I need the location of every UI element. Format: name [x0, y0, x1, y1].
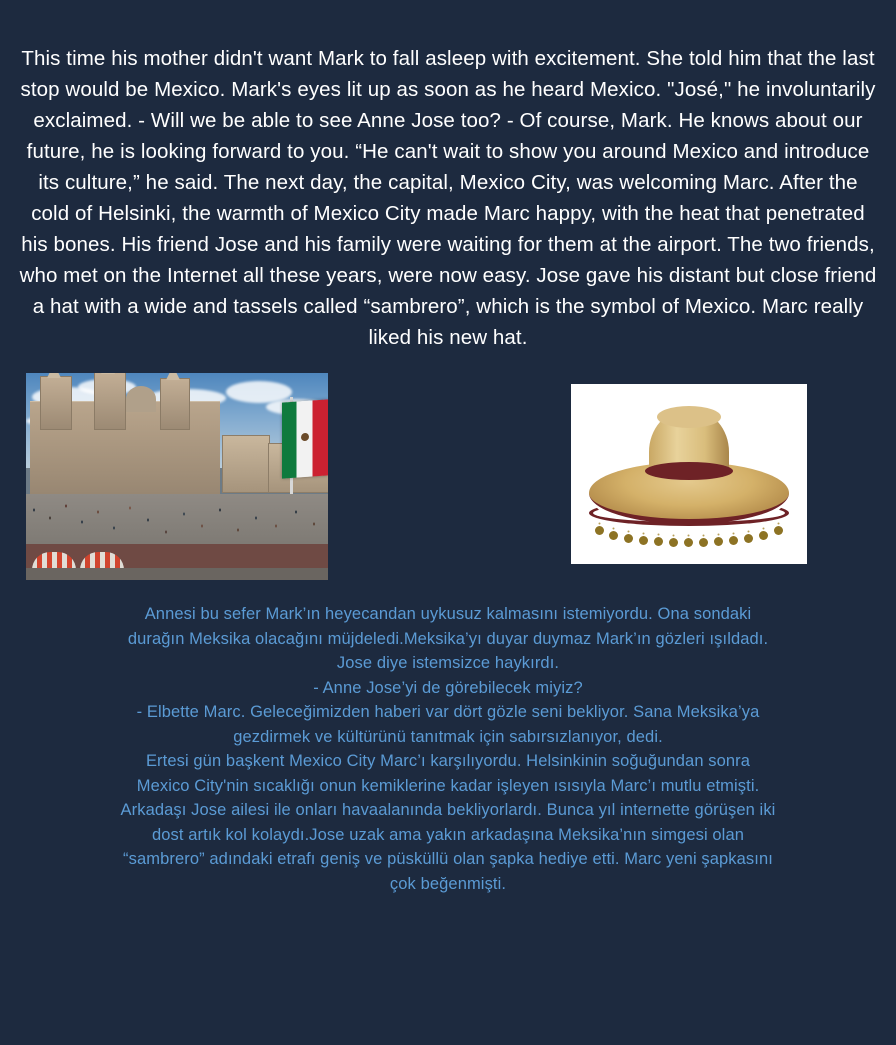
tassel [669, 538, 678, 547]
english-story-paragraph: This time his mother didn't want Mark to fall asleep with excitement. She told him that the last stop would be Mexico. Mark's eyes lit up as soon as he heard Mexico. "José," he involuntarily exclaimed. - Will we be able to see Anne Jose too? - Of course, Mark. He knows about our future, he is looking forward to you. “He can't wait to show you around Mexico and introduce its culture,” he said. The next day, the capital, Mexico City, was welcoming Marc. After the cold of Helsinki, the warmth of Mexico City made Marc happy, with the heat that penetrated his bones. His friend Jose and his family were waiting for them at the airport. The two friends, who met on the Internet all these years, were now easy. Jose gave his distant but close friend a hat with a wide and tassels called “sambrero”, which is the symbol of Mexico. Marc really liked his new hat. [19, 46, 877, 349]
turkish-line: çok beğenmişti. [389, 874, 507, 893]
street-strip [26, 568, 328, 580]
turkish-line: Arkadaşı Jose ailesi ile onları havaalanında bekliyorlardı. Bunca yıl internette görüşen iki [120, 801, 776, 819]
turkish-line: dost artık kol kolaydı.Jose uzak ama yakın arkadaşına Meksika’nın simgesi olan [152, 825, 744, 844]
sombrero-illustration [571, 384, 807, 564]
mexico-city-zocalo-photo [26, 373, 328, 580]
cathedral-tower [40, 376, 72, 430]
turkish-line: - Anne Jose’yi de görebilecek miyiz? [313, 678, 583, 697]
tassel [729, 536, 738, 545]
tassel [714, 537, 723, 546]
turkish-line: Jose diye istemsizce haykırdı. [336, 654, 560, 672]
turkish-line: Ertesi gün başkent Mexico City Marc’ı karşılıyordu. Helsinkinin soğuğundan sonra [145, 752, 751, 770]
cathedral-spire [101, 373, 115, 374]
cathedral-tower [94, 373, 126, 430]
tassel [774, 526, 783, 535]
side-building [222, 435, 270, 493]
tassel [759, 531, 768, 540]
tassel [699, 538, 708, 547]
turkish-line: - Elbette Marc. Geleceğimizden haberi var dört gözle seni bekliyor. Sana Meksika’ya [136, 703, 760, 721]
cathedral-spire [166, 373, 180, 380]
turkish-line: Annesi bu sefer Mark’ın heyecandan uykusuz kalmasını istemiyordu. Ona sondaki [144, 605, 752, 623]
turkish-line: “sambrero” adındaki etrafı geniş ve püsküllü olan şapka hediye etti. Marc yeni şapkasını [123, 850, 773, 868]
tassel [654, 537, 663, 546]
tassel [595, 526, 604, 535]
sombrero-tassels [593, 514, 785, 540]
cathedral-dome [126, 386, 156, 412]
turkish-line: Mexico City'nin sıcaklığı onun kemiklerine kadar işleyen ısısıyla Marc’ı mutlu etmişti. [136, 776, 760, 795]
sombrero-photo [571, 384, 807, 564]
turkish-line: durağın Meksika olacağını müjdeledi.Meksika’yı duyar duymaz Mark’ın gözleri ışıldadı. [127, 629, 769, 648]
cathedral-tower [160, 378, 190, 430]
mexican-flag [282, 399, 328, 478]
cathedral-spire [47, 373, 61, 378]
turkish-line: gezdirmek ve kültürünü tanıtmak için sabırsızlanıyor, dedi. [233, 727, 663, 746]
story-page [0, 21, 896, 1045]
tassel [624, 534, 633, 543]
market-tents-row [26, 544, 328, 580]
tassel [609, 531, 618, 540]
tassel [639, 536, 648, 545]
crowd-of-people [26, 500, 328, 546]
turkish-translation-paragraph [0, 588, 896, 896]
illustrations-row [0, 373, 896, 588]
tassel [684, 538, 693, 547]
sombrero-crown-top [657, 406, 721, 428]
sombrero-band [645, 462, 733, 480]
tassel [744, 534, 753, 543]
